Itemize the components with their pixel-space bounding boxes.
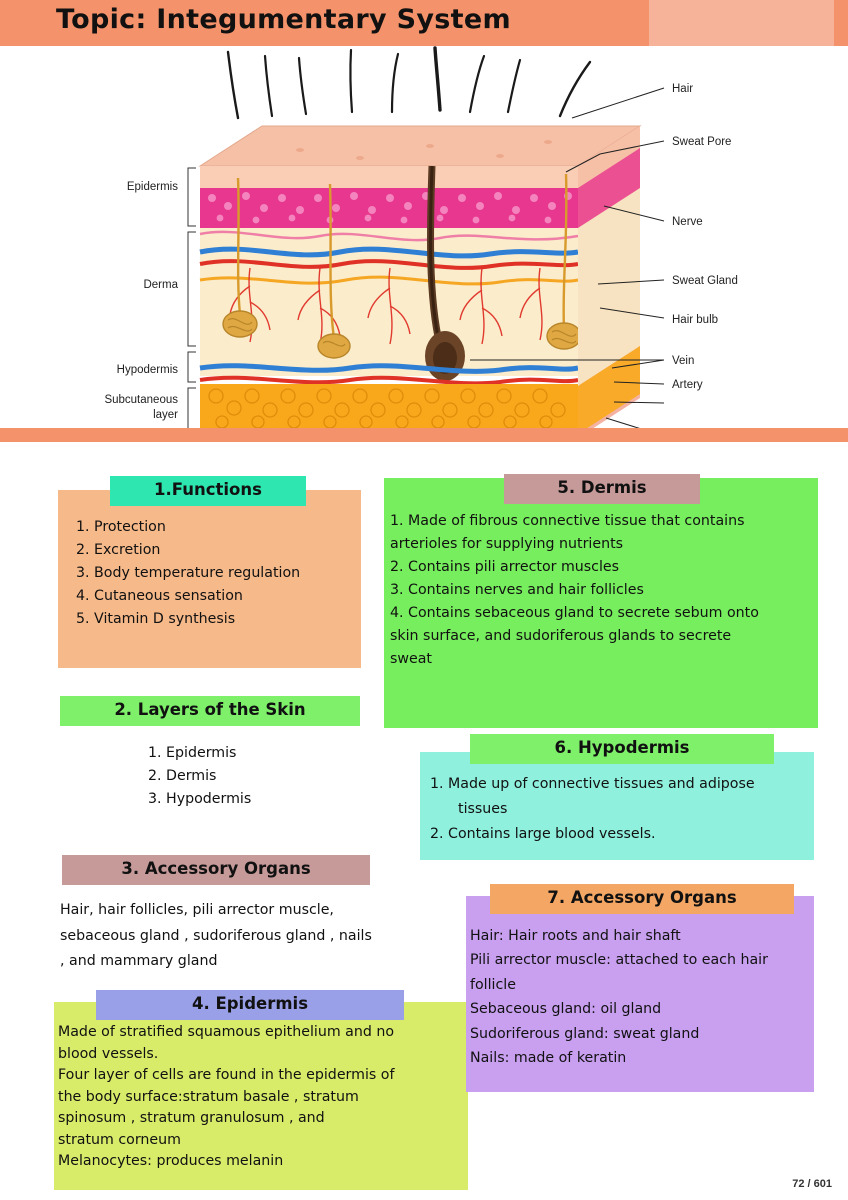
card-layers-title: 2. Layers of the Skin [60,696,360,726]
section-divider-bar [0,428,848,442]
page-title [56,4,511,35]
layers-item-3: 3. Hypodermis [148,791,252,807]
accessory-organs-2-line-2: Pili arrector muscle: attached to each hair [470,952,768,969]
label-subcutaneous-line2: layer [153,409,178,421]
accessory-organs-2-line-4: Sebaceous gland: oil gland [470,1001,662,1018]
dermis-line-7: sweat [390,651,432,667]
layers-item-2: 2. Dermis [148,768,217,784]
layers-item-1: 1. Epidermis [148,745,237,761]
skin-diagram-figure [0,46,848,426]
dermis-line-5: 4. Contains sebaceous gland to secrete sebum onto [390,605,759,621]
functions-item-5: 5. Vitamin D synthesis [76,611,236,627]
dermis-line-1: 1. Made of fibrous connective tissue that contains [390,513,745,529]
header-highlight-block [649,0,834,46]
functions-item-1: 1. Protection [76,519,166,535]
label-hair: Hair [672,83,694,95]
card-hypodermis-body [430,772,818,847]
card-hypodermis-title: 6. Hypodermis [470,734,774,764]
label-nerve: Nerve [672,216,703,228]
label-derma: Derma [143,279,178,291]
epidermis-line-7: Melanocytes: produces melanin [58,1153,284,1170]
dermis-line-3: 2. Contains pili arrector muscles [390,559,620,575]
card-functions-title: 1.Functions [110,476,306,506]
card-dermis-body [390,510,814,671]
dermis-line-4: 3. Contains nerves and hair follicles [390,582,644,598]
topic-label: Topic: [56,4,147,35]
accessory-organs-2-line-6: Nails: made of keratin [470,1050,627,1067]
accessory-organs-line-3: , and mammary gland [60,953,218,970]
label-hair-bulb: Hair bulb [672,314,719,326]
hair-shafts-group [228,48,590,118]
functions-item-4: 4. Cutaneous sensation [76,588,243,604]
accessory-organs-2-line-1: Hair: Hair roots and hair shaft [470,928,681,944]
hypodermis-line-1: 1. Made up of connective tissues and adipose [430,776,755,792]
label-subcutaneous-line1: Subcutaneous [104,394,178,406]
epidermis-line-6: stratum corneum [58,1131,181,1148]
label-vein: Vein [672,355,695,367]
card-accessory-organs-body [60,898,450,975]
accessory-organs-line-2: sebaceous gland , sudoriferous gland , nails [60,927,372,944]
card-epidermis-title: 4. Epidermis [96,990,404,1020]
card-accessory-organs-title: 3. Accessory Organs [62,855,370,885]
topic-name: Integumentary System [156,4,511,35]
accessory-organs-line-1: Hair, hair follicles, pili arrector muscle, [60,902,334,918]
card-dermis-title: 5. Dermis [504,474,700,504]
accessory-organs-2-line-5: Sudoriferous gland: sweat gland [470,1025,700,1042]
functions-item-2: 2. Excretion [76,542,161,558]
page-number: 72 / 601 [792,1178,832,1190]
epidermis-line-3: Four layer of cells are found in the epidermis of [58,1067,395,1084]
hypodermis-line-3: 2. Contains large blood vessels. [430,825,656,842]
epidermis-line-4: the body surface:stratum basale , stratum [58,1088,359,1105]
epidermis-line-1: Made of stratified squamous epithelium and no [58,1024,395,1040]
skin-cross-section-svg [0,46,848,426]
label-sweat-pore: Sweat Pore [672,136,732,148]
accessory-organs-2-line-3: follicle [470,976,516,993]
label-epidermis: Epidermis [126,181,178,193]
card-accessory-organs-2-title: 7. Accessory Organs [490,884,794,914]
card-functions-body [76,516,356,631]
functions-item-3: 3. Body temperature regulation [76,565,301,581]
card-accessory-organs-2-body [470,924,818,1071]
epidermis-line-5: spinosum , stratum granulosum , and [58,1110,325,1127]
label-sweat-gland: Sweat Gland [672,275,738,287]
label-artery: Artery [672,379,703,391]
epidermis-line-2: blood vessels. [58,1045,159,1062]
hypodermis-line-2: tissues [458,800,508,817]
card-epidermis-body [58,1022,470,1173]
dermis-line-6: skin surface, and sudoriferous glands to secrete [390,628,732,644]
card-layers-body [148,742,368,811]
left-bracket-group [188,168,196,430]
label-hypodermis: Hypodermis [116,364,178,376]
dermis-line-2: arterioles for supplying nutrients [390,536,624,552]
